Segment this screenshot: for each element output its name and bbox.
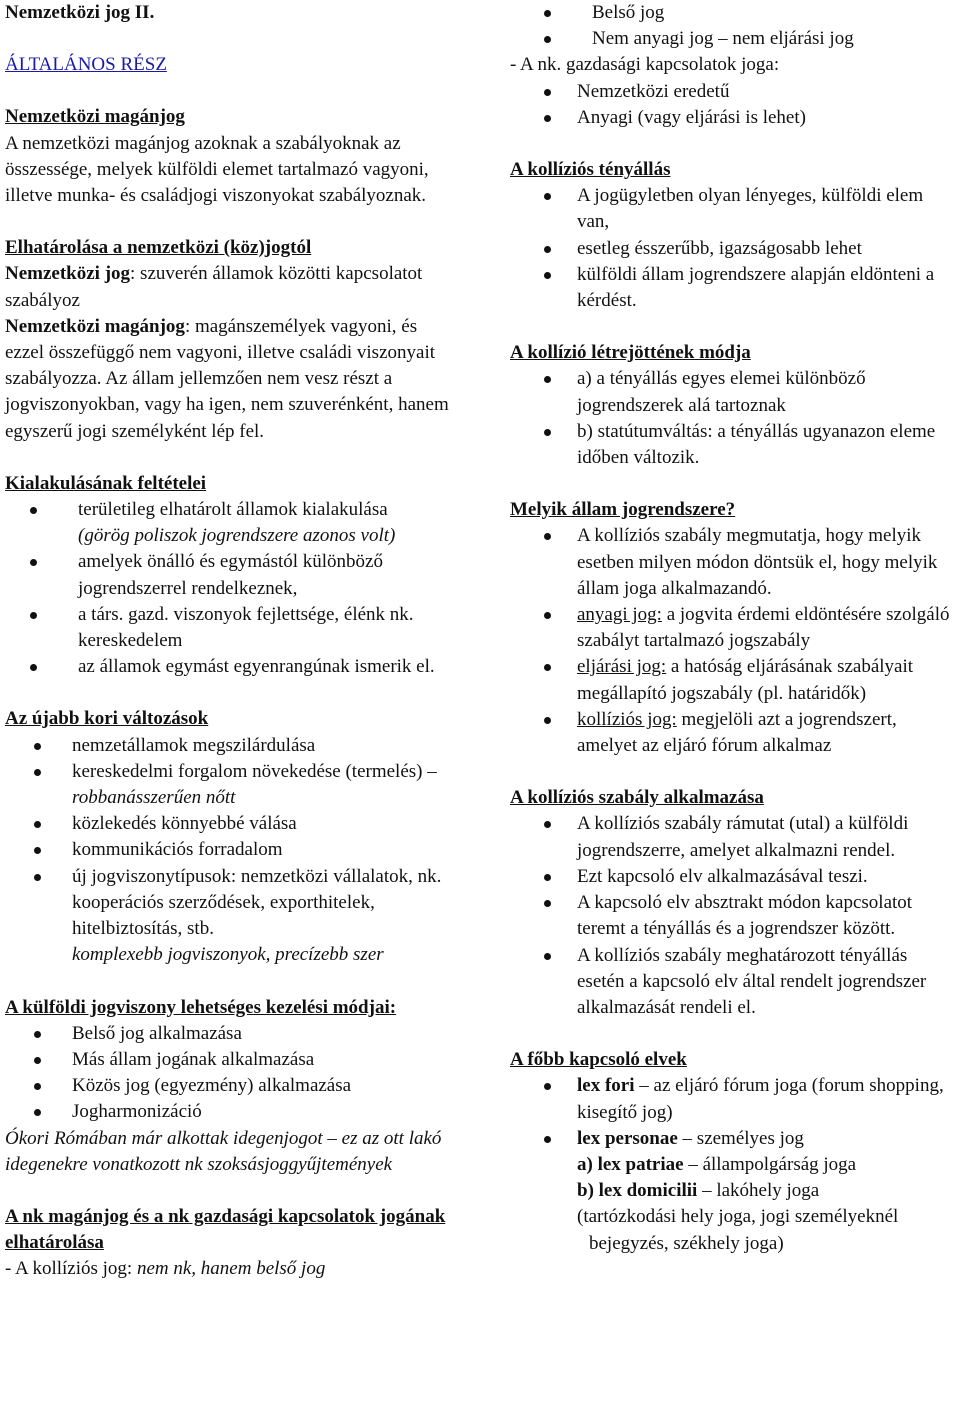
list-item: nemzetállamok megszilárdulása (5, 733, 460, 759)
heading-kialakulas: Kialakulásának feltételei (5, 472, 207, 494)
list-item: A jogügyletben olyan lényeges, külföldi elem van, (510, 183, 958, 235)
list-item: amelyek önálló és egymástól különböző jogrendszerrel rendelkeznek, (5, 549, 460, 601)
list-kialakulas (5, 497, 460, 680)
list-item: a) a tényállás egyes elemei különböző jogrendszerek alá tartoznak (510, 366, 958, 418)
paragraph-nemzetkozi-jog (5, 261, 460, 313)
desc-nemzetkozi-jog: : szuverén államok közötti kapcsolatot szabályoz (5, 263, 423, 311)
list-item: Közös jog (egyezmény) alkalmazása (5, 1073, 460, 1099)
line-prefix: - A kollíziós jog: (5, 1258, 137, 1280)
line-italic: nem nk, hanem belső jog (136, 1258, 326, 1280)
desc-lex-fori: – az eljáró fórum joga (forum shopping, kisegítő jog) (577, 1075, 944, 1123)
list-item: Anyagi (vagy eljárási is lehet) (510, 105, 958, 131)
note-bejegyzes: bejegyzés, székhely joga) (589, 1232, 784, 1254)
list-top-1 (510, 0, 958, 52)
heading-elhatarolas: Elhatárolása a nemzetközi (köz)jogtól (5, 237, 312, 259)
heading-nemzetkozi-maganjog: Nemzetközi magánjog (5, 106, 185, 128)
paragraph-nemzetkozi-maganjog (5, 314, 460, 445)
list-valtozasok (5, 733, 460, 969)
term-eljarasi-jog: eljárási jog: (577, 656, 667, 678)
list-item: Nemzetközi eredetű (510, 79, 958, 105)
definition-text: A nemzetközi magánjog azoknak a szabályoknak az összessége, melyek külföldi elemet tartalmazó vagyoni, illetve munka- és családjogi viszonyokat szabályoznak. (5, 132, 429, 207)
list-item: A kapcsoló elv absztrakt módon kapcsolatot teremt a tényállás és a jogrendszer között. (510, 890, 958, 942)
heading-kollizios-szabaly: A kollíziós szabály alkalmazása (510, 787, 764, 809)
list-item-note: – robbanásszerűen nőtt (72, 760, 437, 809)
desc-kollizios-jog: megjelöli azt a jogrendszert, amelyet az eljáró fórum alkalmaz (577, 708, 897, 757)
list-item: A kollíziós szabály meghatározott tényállás esetén a kapcsoló elv által rendelt jogrendszer alkalmazását rendeli el. (510, 943, 958, 1022)
list-item-note: (görög poliszok jogrendszere azonos volt) (78, 525, 396, 547)
list-item: új jogviszonytípusok: nemzetközi vállalatok, nk. kooperációs szerződések, exporthitelek, hitelbiztosítás, stb. (5, 864, 460, 943)
heading-kapcsolo-elvek: A főbb kapcsoló elvek (510, 1049, 687, 1071)
heading-ujabb-kori-valtozasok: Az újabb kori változások (5, 708, 209, 730)
term-lex-personae: lex personae (577, 1127, 678, 1149)
desc-lex-patriae: – állampolgárság joga (683, 1153, 857, 1175)
list-item: Nem anyagi jog – nem eljárási jog (510, 26, 958, 52)
list-item: közlekedés könnyebbé válása (5, 811, 460, 837)
list-item: b) statútumváltás: a tényállás ugyanazon eleme időben változik. (510, 419, 958, 471)
list-item (5, 759, 460, 811)
gazdasagi-kapcsolatok-line: - A nk. gazdasági kapcsolatok joga: (510, 54, 780, 76)
note-tartozkodasi: (tartózkodási hely joga, jogi személyeknél (577, 1206, 899, 1228)
list-item (510, 1073, 958, 1125)
list-item (5, 497, 460, 549)
list-kollizio-modja (510, 366, 958, 471)
heading-kezelesi-modjai: A külföldi jogviszony lehetséges kezelési módjai: (5, 996, 397, 1018)
list-top-2 (510, 79, 958, 131)
list-item: a társ. gazd. viszonyok fejlettsége, élénk nk. kereskedelem (5, 602, 460, 654)
list-tenyallas (510, 183, 958, 314)
right-column (510, 0, 958, 1257)
desc-lex-personae: – személyes jog (677, 1127, 804, 1149)
term-nemzetkozi-jog: Nemzetközi jog (5, 263, 131, 285)
term-anyagi-jog: anyagi jog: (577, 604, 662, 626)
list-item: Ezt kapcsoló elv alkalmazásával teszi. (510, 864, 958, 890)
term-kollizios-jog: kollíziós jog: (577, 708, 677, 730)
list-item: A kollíziós szabály rámutat (utal) a külföldi jogrendszerre, amelyet alkalmazni rendel. (510, 811, 958, 863)
list-item-text: területileg elhatárolt államok kialakulása (78, 499, 388, 521)
list-kezelesi-modjai (5, 1021, 460, 1126)
term-lex-domicilii: b) lex domicilii (577, 1180, 698, 1202)
heading-melyik-allam: Melyik állam jogrendszere? (510, 499, 736, 521)
term-nemzetkozi-maganjog: Nemzetközi magánjog (5, 315, 185, 337)
heading-elhatarolas-gazdasagi: A nk magánjog és a nk gazdasági kapcsolatok jogának elhatárolása (5, 1205, 446, 1254)
list-kollizios-szabaly (510, 811, 958, 1021)
general-part-link[interactable]: ÁLTALÁNOS RÉSZ (5, 54, 167, 76)
desc-eljarasi-jog: a hatóság eljárásának szabályait megállapító jogszabály (pl. határidők) (577, 656, 914, 704)
list-item-text: kereskedelmi forgalom növekedése (termelés) (72, 760, 428, 782)
list-item: A kollíziós szabály megmutatja, hogy melyik esetben milyen módon döntsük el, hogy melyik állam joga alkalmazandó. (510, 523, 958, 602)
list-item: esetleg ésszerűbb, igazságosabb lehet (510, 236, 958, 262)
list-melyik-allam (510, 523, 958, 759)
heading-kollizio-modja: A kollízió létrejöttének módja (510, 342, 751, 364)
list-item: Belső jog alkalmazása (5, 1021, 460, 1047)
term-lex-patriae: a) lex patriae (577, 1153, 684, 1175)
list-item (510, 707, 958, 759)
list-item: Jogharmonizáció (5, 1099, 460, 1125)
list-item (510, 602, 958, 654)
roman-note: Ókori Rómában már alkottak idegenjogot – ez az ott lakó idegenekre vonatkozott nk szoksásjoggyűjtemények (5, 1127, 442, 1175)
page-title: Nemzetközi jog II. (5, 2, 155, 23)
desc-nemzetkozi-maganjog: : magánszemélyek vagyoni, és ezzel összefüggő nem vagyoni, illetve családi viszonyait szabályozza. Az állam jellemzően nem vesz részt a jogviszonyokban, vagy ha igen, nem szuverénként, hanem egyszerű jogi személyként lép fel. (5, 315, 449, 442)
kollizios-jog-line (5, 1256, 460, 1282)
list-item: az államok egymást egyenrangúnak ismerik el. (5, 654, 460, 680)
list-item: kommunikációs forradalom (5, 837, 460, 863)
term-lex-fori: lex fori (577, 1075, 635, 1097)
desc-lex-domicilii: – lakóhely joga (697, 1180, 820, 1202)
list-item: külföldi állam jogrendszere alapján eldönteni a kérdést. (510, 262, 958, 314)
left-column (5, 0, 460, 1283)
list-kapcsolo-elvek (510, 1073, 958, 1256)
list-item (510, 1126, 958, 1257)
heading-kollizios-tenyallas: A kollíziós tényállás (510, 159, 671, 181)
list-item: Más állam jogának alkalmazása (5, 1047, 460, 1073)
list-item: Belső jog (510, 0, 958, 26)
list-item (510, 654, 958, 706)
list-item-continuation: komplexebb jogviszonyok, precízebb szer (72, 944, 384, 966)
desc-anyagi-jog: a jogvita érdemi eldöntésére szolgáló szabályt tartalmazó jogszabály (577, 604, 950, 652)
